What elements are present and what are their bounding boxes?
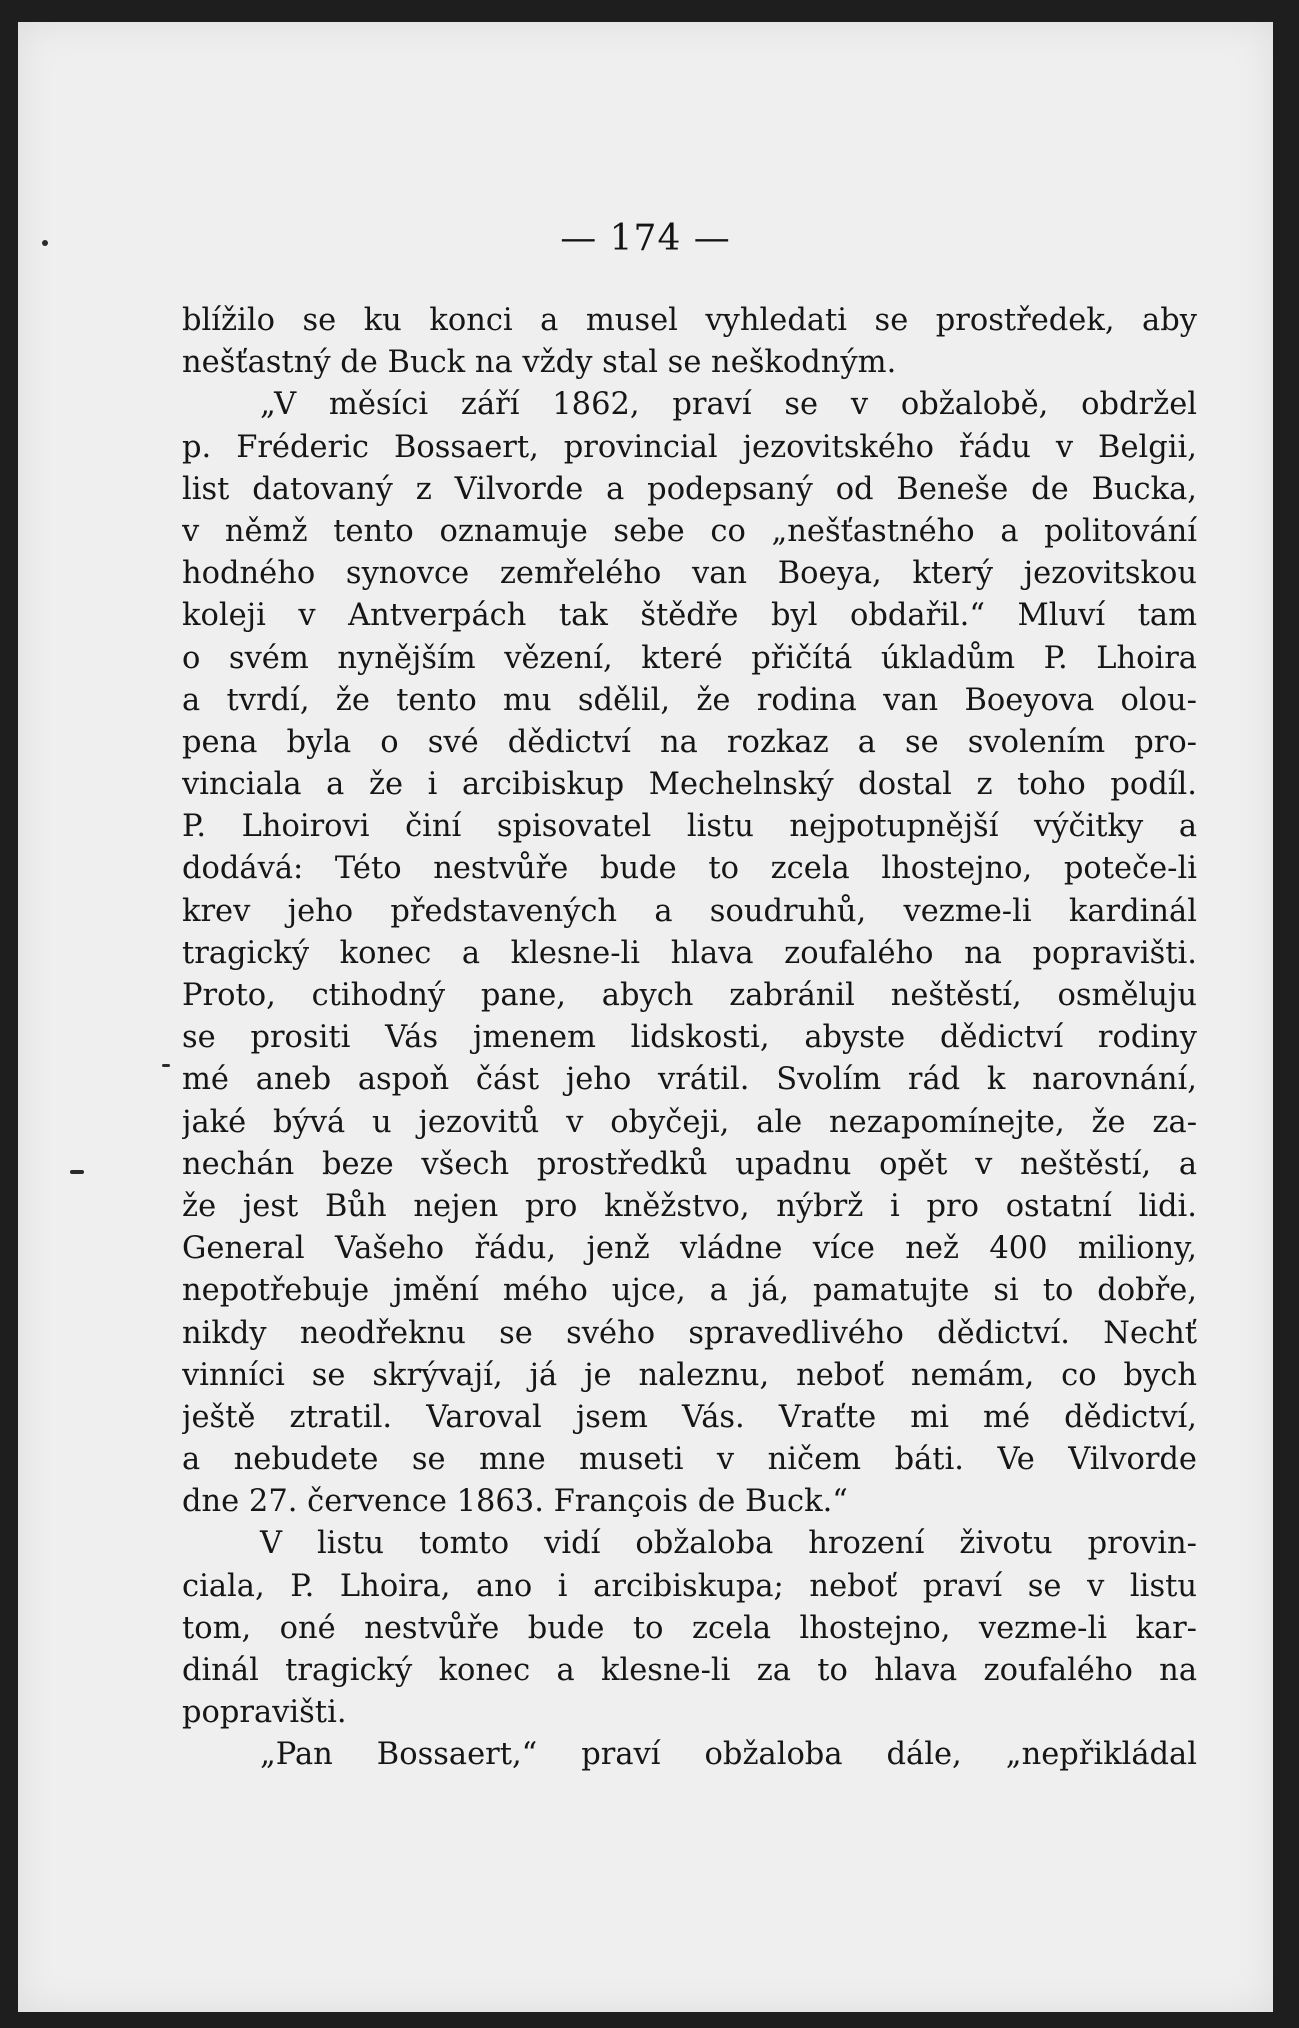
text-line: „V měsíci září 1862, praví se v obžalobě, obdržel: [260, 387, 1197, 423]
text-line: „Pan Bossaert,“ praví obžaloba dále, „nepřikládal: [260, 1737, 1197, 1773]
text-line: o svém nynějším vězení, které přičítá úkladům P. Lhoira: [182, 640, 1197, 676]
text-line: ještě ztratil. Varoval jsem Vás. Vraťte mi mé dědictví,: [182, 1399, 1197, 1435]
text-line: popravišti.: [182, 1695, 347, 1731]
print-speck: [70, 1170, 84, 1174]
text-line: a nebudete se mne museti v ničem báti. Ve Vilvorde: [182, 1442, 1197, 1478]
text-line: se prositi Vás jmenem lidskosti, abyste dědictví rodiny: [182, 1020, 1197, 1056]
text-line: Proto, ctihodný pane, abych zabránil neštěstí, osměluju: [182, 978, 1197, 1013]
text-line: tom, oné nestvůře bude to zcela lhostejno, vezme-li kar-: [182, 1610, 1197, 1646]
text-line: nikdy neodřeknu se svého spravedlivého dědictví. Nechť: [182, 1315, 1197, 1351]
text-line: krev jeho představených a soudruhů, vezme-li kardinál: [182, 893, 1197, 929]
text-line: dne 27. července 1863. François de Buck.“: [182, 1484, 848, 1520]
text-line: vinciala a že i arcibiskup Mechelnský dostal z toho podíl.: [182, 767, 1197, 803]
print-speck: [42, 240, 48, 246]
text-line: v němž tento oznamuje sebe co „nešťastného a politování: [182, 513, 1197, 549]
text-line: dinál tragický konec a klesne-li za to hlava zoufalého na: [182, 1653, 1197, 1688]
text-line: a tvrdí, že tento mu sdělil, že rodina van Boeyova olou-: [182, 682, 1197, 718]
text-line: vinníci se skrývají, já je naleznu, neboť nemám, co bych: [182, 1357, 1197, 1393]
text-line: nepotřebuje jmění mého ujce, a já, pamatujte si to dobře,: [182, 1273, 1197, 1309]
text-line: jaké bývá u jezovitů v obyčeji, ale nezapomínejte, že za-: [182, 1104, 1197, 1140]
text-line: že jest Bůh nejen pro kněžstvo, nýbrž i pro ostatní lidi.: [182, 1188, 1197, 1224]
text-line: nechán beze všech prostředků upadnu opět v neštěstí, a: [182, 1146, 1197, 1182]
text-line: dodává: Této nestvůře bude to zcela lhostejno, poteče-li: [182, 851, 1197, 887]
text-line: list datovaný z Vilvorde a podepsaný od Beneše de Bucka,: [182, 471, 1197, 507]
text-line: hodného synovce zemřelého van Boeya, který jezovitskou: [182, 556, 1197, 592]
text-line: pena byla o své dědictví na rozkaz a se svolením pro-: [182, 724, 1197, 760]
text-line: mé aneb aspoň část jeho vrátil. Svolím rád k narovnání,: [182, 1062, 1197, 1098]
text-line: koleji v Antverpách tak štědře byl obdařil.“ Mluví tam: [182, 598, 1197, 634]
print-speck: [162, 1064, 170, 1067]
text-line: ciala, P. Lhoira, ano i arcibiskupa; neboť praví se v listu: [182, 1568, 1197, 1604]
body-text: [182, 300, 1197, 1777]
text-line: General Vašeho řádu, jenž vládne více než 400 miliony,: [182, 1231, 1197, 1267]
text-line: tragický konec a klesne-li hlava zoufalého na popravišti.: [182, 935, 1197, 971]
text-line: blížilo se ku konci a musel vyhledati se prostředek, aby: [182, 303, 1197, 338]
text-line: V listu tomto vidí obžaloba hrození životu provin-: [260, 1526, 1197, 1562]
text-line: nešťastný de Buck na vždy stal se neškodným.: [182, 345, 897, 381]
text-line: p. Fréderic Bossaert, provincial jezovitského řádu v Belgii,: [182, 429, 1197, 465]
text-line: P. Lhoirovi činí spisovatel listu nejpotupnější výčitky a: [182, 809, 1197, 845]
page-number: — 174 —: [560, 218, 731, 259]
book-page: [18, 22, 1273, 2012]
